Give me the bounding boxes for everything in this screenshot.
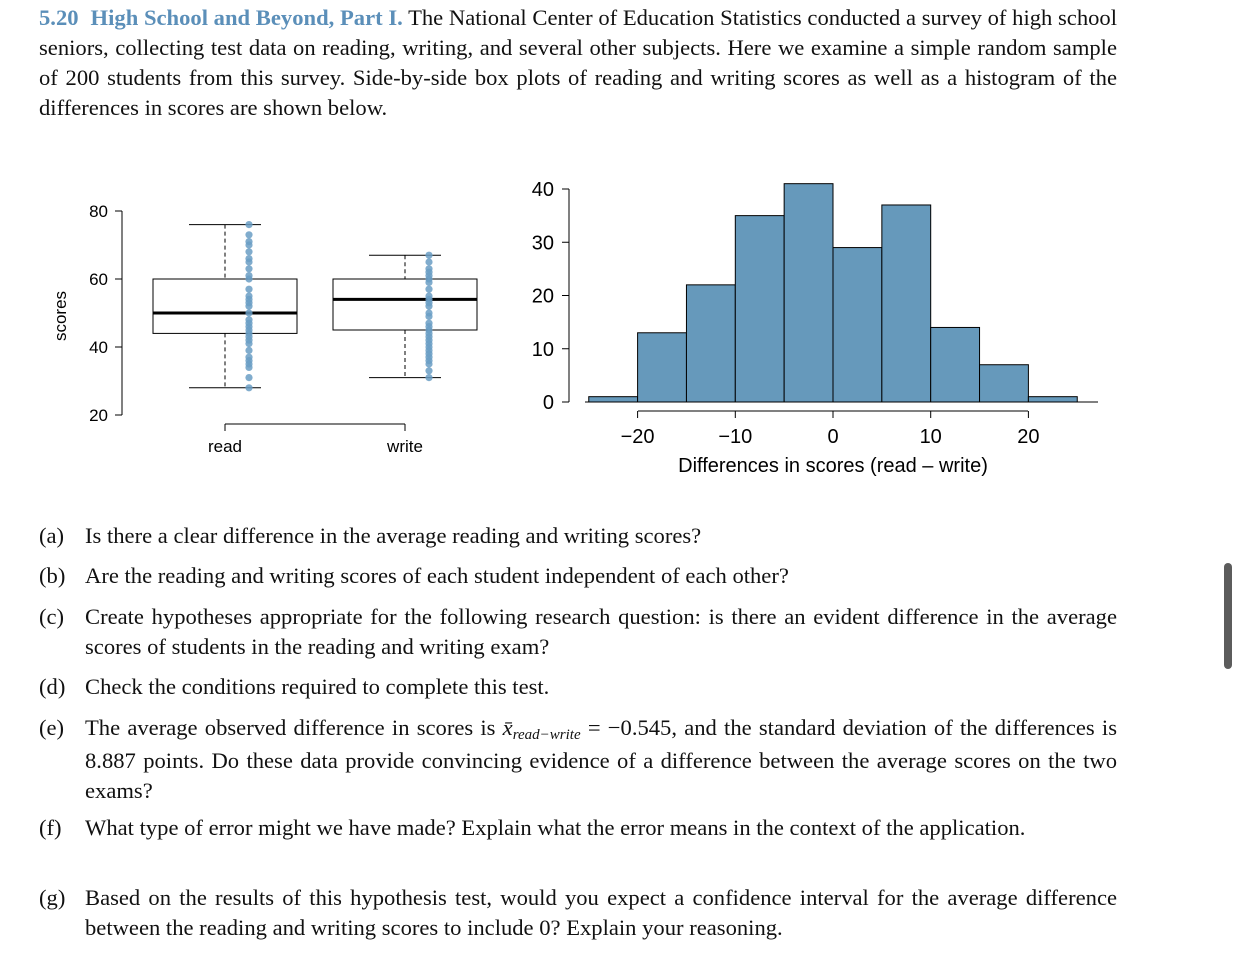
data-point	[425, 258, 432, 265]
histogram-x-tick-label: −20	[620, 426, 655, 448]
exercise-body: The National Center of Education Statistics conducted a survey of high school seniors, collecting test data on reading, writing, and several other subjects. Here we examine a simple random sample of 200 students from this survey. Side-by-side box plots of reading and writing scores as well as a histogram of the differences in scores are shown below.	[39, 5, 1117, 120]
data-point	[245, 255, 252, 262]
question-d-text: Check the conditions required to complete this test.	[85, 674, 550, 699]
question-g-text: Based on the results of this hypothesis test, would you expect a confidence interval for the average difference between the reading and writing scores to include 0? Explain your reasoning.	[85, 885, 1117, 940]
data-point	[245, 248, 252, 255]
question-e-post: = −0.545, and the standard deviation of the differences is 8.887 points. Do these data provide convincing evidence of a difference between the average scores on the two exams?	[85, 715, 1117, 803]
data-point	[245, 265, 252, 272]
data-point	[425, 367, 432, 374]
data-point	[245, 286, 252, 293]
box-plot	[51, 202, 477, 456]
box-iqr	[333, 279, 477, 330]
histogram-bar	[589, 397, 638, 402]
data-point	[245, 374, 252, 381]
histogram-bar	[833, 248, 882, 402]
histogram-x-tick-label: 20	[1017, 426, 1040, 448]
data-point	[425, 292, 432, 299]
histogram-bar	[784, 184, 833, 402]
histogram-bar	[882, 205, 931, 402]
question-c-text: Create hypotheses appropriate for the following research question: is there an evident difference in the average scores of students in the reading and writing exam?	[85, 604, 1117, 659]
data-point	[425, 265, 432, 272]
box-plot-ylabel: scores	[51, 290, 70, 342]
box-plot-y-tick-label: 60	[89, 270, 108, 289]
histogram-y-tick-label: 40	[531, 179, 554, 201]
data-point	[425, 286, 432, 293]
data-point	[245, 221, 252, 228]
question-b-text: Are the reading and writing scores of each student independent of each other?	[85, 563, 789, 588]
box-iqr	[153, 279, 297, 333]
histogram-y-tick-label: 0	[542, 392, 554, 414]
exercise-title: High School and Beyond, Part I.	[90, 5, 403, 30]
data-point	[425, 374, 432, 381]
vertical-scrollbar[interactable]	[1224, 563, 1232, 669]
histogram-y-tick-label: 10	[531, 338, 554, 361]
data-point	[245, 316, 252, 323]
histogram-bar	[980, 365, 1029, 402]
points-write	[425, 252, 432, 382]
data-point	[245, 238, 252, 245]
histogram-xlabel: Differences in scores (read – write)	[678, 455, 988, 477]
question-e-xbar: x̄	[502, 715, 513, 740]
question-g-label: (g)	[39, 885, 66, 910]
data-point	[245, 354, 252, 361]
histogram-y-tick-label: 20	[531, 285, 554, 308]
histogram-bar	[1028, 397, 1077, 402]
question-d-label: (d)	[39, 674, 66, 699]
box-plot-y-tick-label: 40	[89, 338, 108, 357]
box-plot-y-tick-label: 20	[89, 406, 108, 425]
question-e-subscript: read−write	[512, 727, 581, 743]
exercise-number: 5.20	[39, 5, 79, 30]
histogram-bar	[735, 216, 784, 402]
histogram-x-tick-label: 10	[919, 426, 942, 448]
histogram-x-tick-label: 0	[827, 426, 839, 448]
data-point	[245, 231, 252, 238]
histogram-bar	[638, 333, 687, 402]
box-write	[333, 255, 477, 377]
question-f-label: (f)	[39, 815, 62, 840]
question-e-label: (e)	[39, 715, 65, 740]
data-point	[245, 309, 252, 316]
data-point	[245, 384, 252, 391]
box-plot-x-tick-label: write	[387, 437, 423, 456]
histogram-bar	[931, 327, 980, 402]
question-a-text: Is there a clear difference in the average reading and writing scores?	[85, 523, 702, 548]
data-point	[245, 292, 252, 299]
question-f-text: What type of error might we have made? Explain what the error means in the context of the application.	[85, 815, 1026, 840]
box-plot-x-tick-label: read	[207, 437, 243, 456]
question-e-text	[85, 713, 1117, 806]
data-point	[245, 272, 252, 279]
data-point	[425, 320, 432, 327]
question-b-label: (b)	[39, 563, 66, 588]
data-point	[245, 347, 252, 354]
question-c-label: (c)	[39, 604, 65, 629]
histogram-y-tick-label: 30	[531, 232, 554, 255]
question-a-label: (a)	[39, 523, 65, 548]
box-read	[153, 225, 297, 388]
data-point	[425, 309, 432, 316]
question-e-pre: The average observed difference in scores is	[85, 715, 503, 740]
data-point	[425, 252, 432, 259]
box-plot-y-tick-label: 80	[89, 202, 108, 221]
histogram-x-tick-label: −10	[718, 426, 753, 448]
histogram-bar	[686, 285, 735, 402]
histogram	[532, 179, 1098, 477]
points-read	[245, 221, 252, 391]
